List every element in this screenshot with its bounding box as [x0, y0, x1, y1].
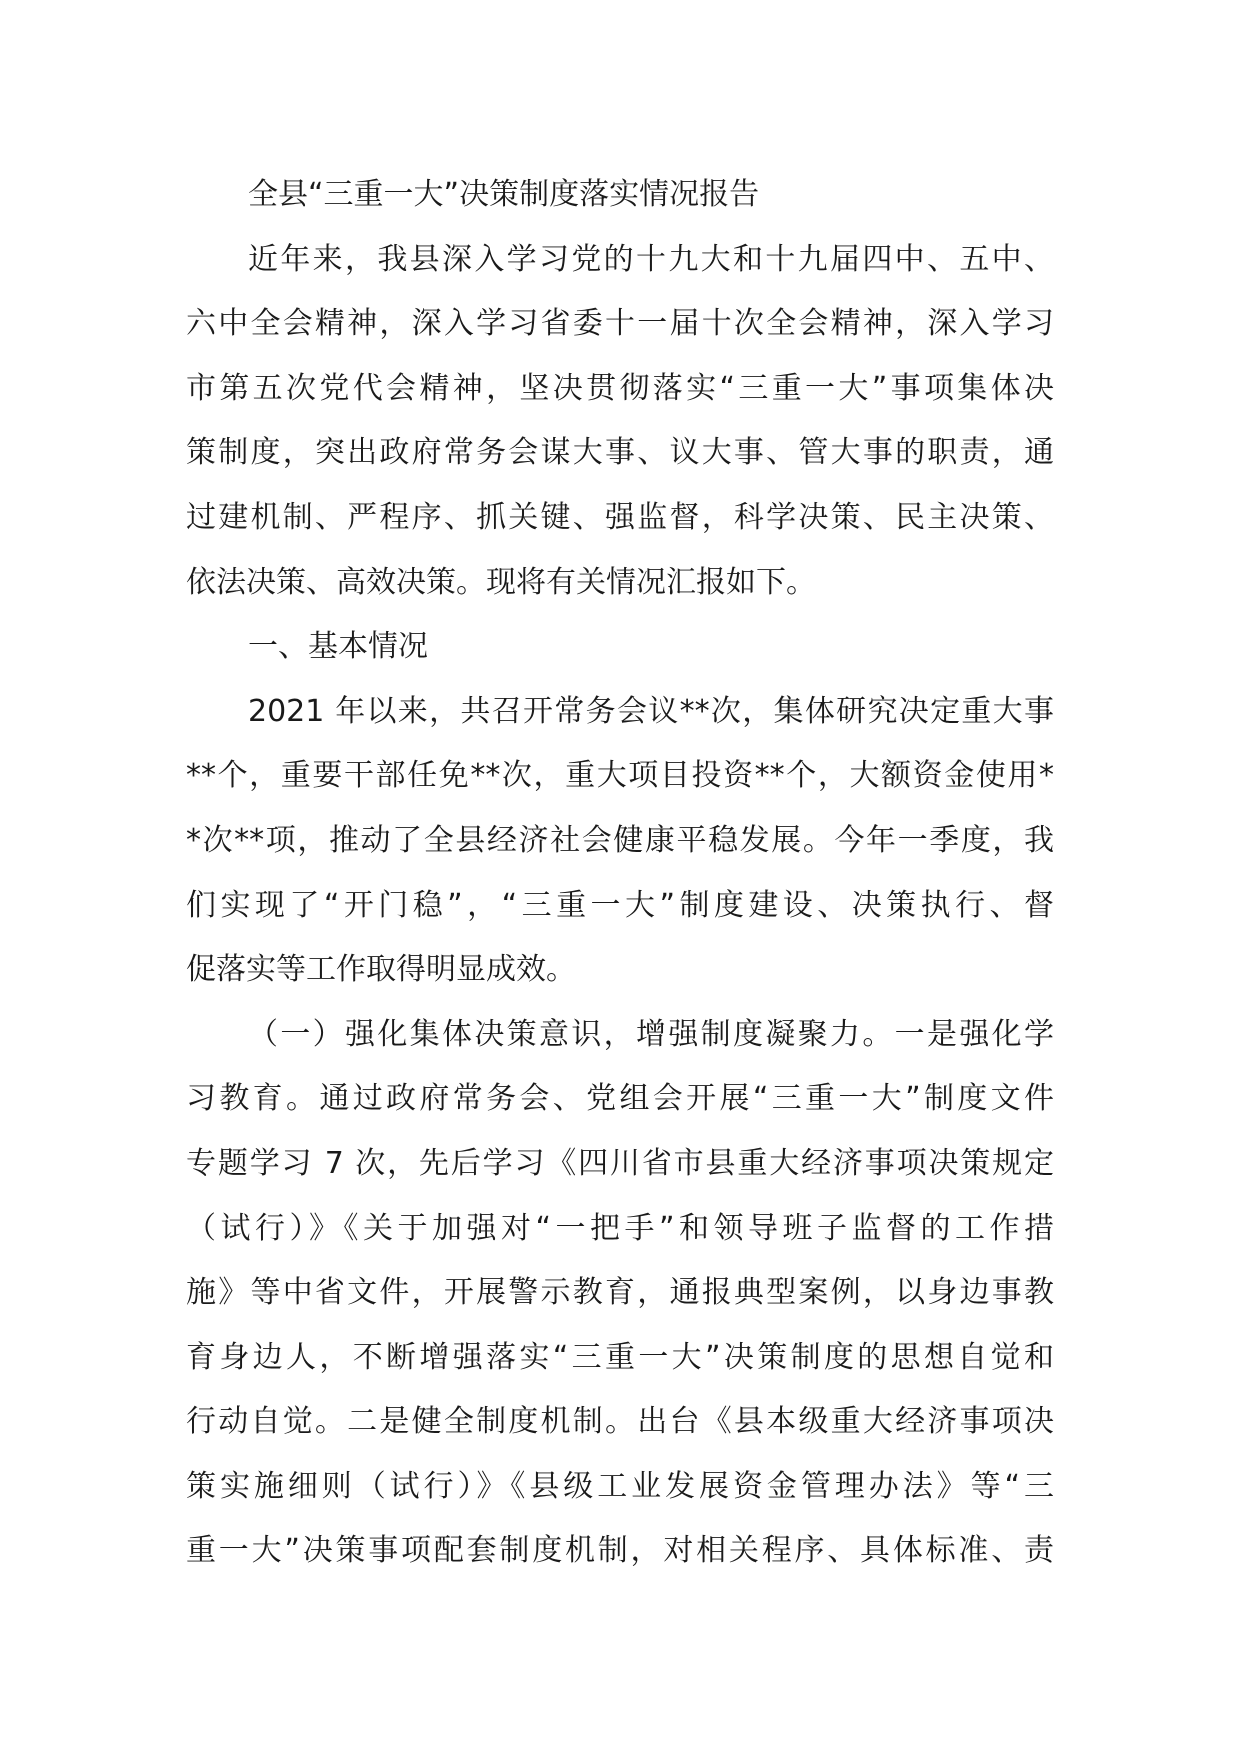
paragraph-line: （试行）》《关于加强对“一把手”和领导班子监督的工作措 — [186, 1210, 1054, 1246]
paragraph-line: *次**项，推动了全县经济社会健康平稳发展。今年一季度，我 — [186, 822, 1054, 858]
paragraph-line: 市第五次党代会精神，坚决贯彻落实“三重一大”事项集体决 — [186, 370, 1054, 406]
paragraph-line: 促落实等工作取得明显成效。 — [186, 952, 576, 988]
paragraph-line: 策制度，突出政府常务会谋大事、议大事、管大事的职责，通 — [186, 435, 1054, 471]
paragraph-line: 育身边人，不断增强落实“三重一大”决策制度的思想自觉和 — [186, 1339, 1054, 1375]
paragraph-line: 习教育。通过政府常务会、党组会开展“三重一大”制度文件 — [186, 1081, 1054, 1117]
paragraph-line: 们实现了“开门稳”，“三重一大”制度建设、决策执行、督 — [186, 887, 1054, 923]
document-title: 全县“三重一大”决策制度落实情况报告 — [248, 177, 760, 212]
document-body — [186, 163, 1054, 1584]
section-heading: 一、基本情况 — [248, 629, 428, 665]
paragraph-line: 策实施细则（试行）》《县级工业发展资金管理办法》等“三 — [186, 1468, 1054, 1504]
paragraph-line: （一）强化集体决策意识，增强制度凝聚力。一是强化学 — [248, 1016, 1054, 1052]
paragraph-line: 过建机制、严程序、抓关键、强监督，科学决策、民主决策、 — [186, 499, 1054, 535]
paragraph-line: **个，重要干部任免**次，重大项目投资**个，大额资金使用* — [186, 758, 1054, 794]
paragraph-line: 依法决策、高效决策。现将有关情况汇报如下。 — [186, 564, 816, 600]
paragraph-line: 2021 年以来，共召开常务会议**次，集体研究决定重大事 — [248, 693, 1054, 729]
paragraph-line: 近年来，我县深入学习党的十九大和十九届四中、五中、 — [248, 241, 1054, 277]
paragraph-line: 专题学习 7 次，先后学习《四川省市县重大经济事项决策规定 — [186, 1145, 1054, 1181]
paragraph-line: 六中全会精神，深入学习省委十一届十次全会精神，深入学习 — [186, 306, 1054, 342]
paragraph-line: 重一大”决策事项配套制度机制，对相关程序、具体标准、责 — [186, 1533, 1054, 1569]
paragraph-line: 行动自觉。二是健全制度机制。出台《县本级重大经济事项决 — [186, 1404, 1054, 1440]
paragraph-line: 施》等中省文件，开展警示教育，通报典型案例，以身边事教 — [186, 1275, 1054, 1311]
